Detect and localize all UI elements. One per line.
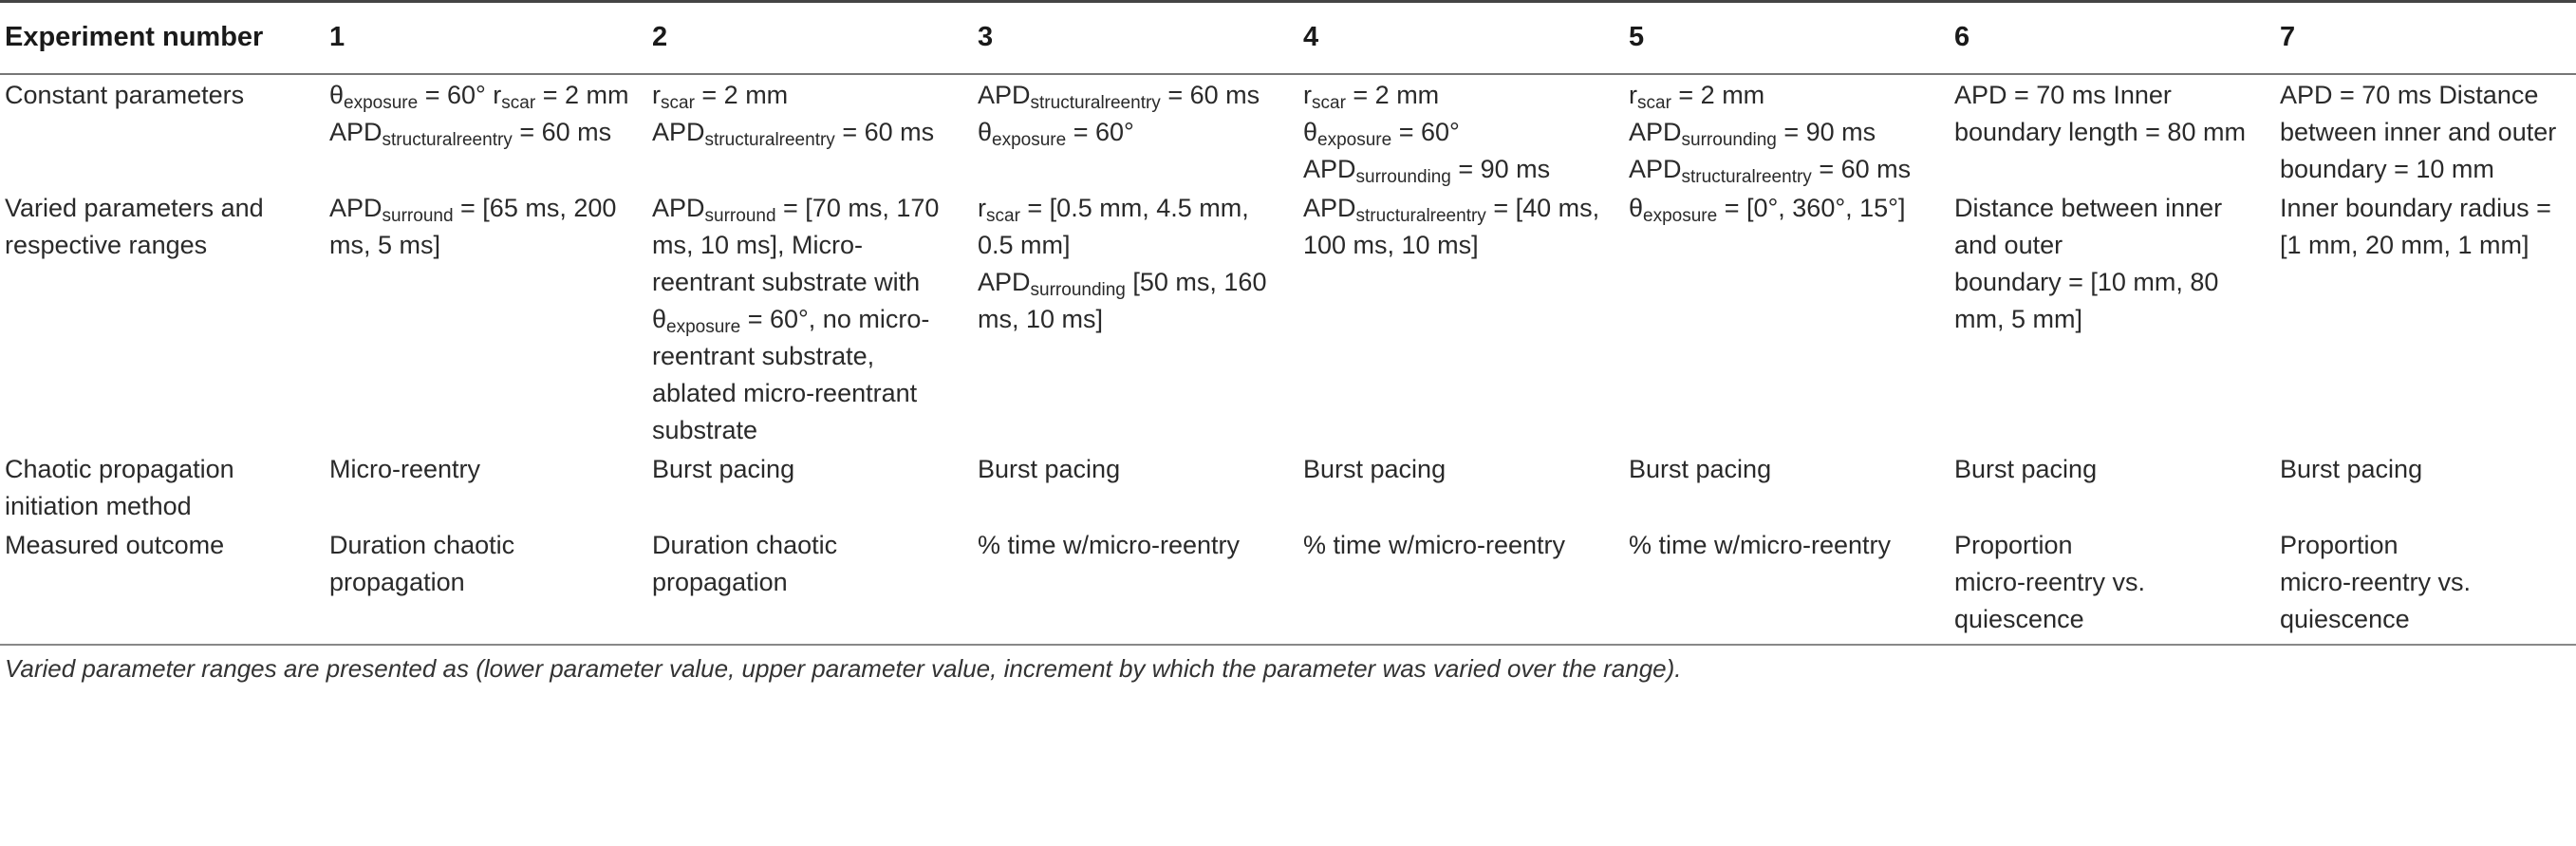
- header-cell-experiment-number: Experiment number: [0, 2, 325, 74]
- cell-exp-7: [2275, 525, 2576, 645]
- cell-line: Burst pacing: [1954, 454, 2098, 483]
- cell-exp-7: [2275, 188, 2576, 449]
- cell-exp-1: [325, 449, 647, 525]
- cell-exp-5: [1624, 188, 1950, 449]
- cell-line: Burst pacing: [978, 454, 1121, 483]
- subscript: scar: [1312, 92, 1346, 113]
- cell-exp-3: [973, 449, 1298, 525]
- subscript: structuralreentry: [1355, 205, 1486, 226]
- cell-line: Burst pacing: [1303, 454, 1447, 483]
- cell-line: Burst pacing: [2280, 454, 2423, 483]
- subscript: structuralreentry: [1681, 166, 1812, 187]
- cell-line: Proportion: [2280, 530, 2399, 559]
- header-cell-7: 7: [2275, 2, 2576, 74]
- cell-exp-7: [2275, 449, 2576, 525]
- cell-exp-2: [647, 525, 973, 645]
- header-cell-5: 5: [1624, 2, 1950, 74]
- cell-exp-7: [2275, 74, 2576, 188]
- subscript: scar: [501, 92, 536, 113]
- subscript: surround: [704, 205, 776, 226]
- cell-exp-1: [325, 188, 647, 449]
- row-label: Measured outcome: [0, 525, 325, 645]
- cell-exp-2: [647, 188, 973, 449]
- table-body: [0, 74, 2576, 645]
- header-cell-4: 4: [1298, 2, 1624, 74]
- subscript: exposure: [344, 92, 419, 113]
- header-cell-6: 6: [1950, 2, 2275, 74]
- cell-line: micro-reentry vs. quiescence: [2280, 567, 2472, 633]
- cell-line: Micro-reentry: [329, 454, 481, 483]
- cell-exp-4: [1298, 449, 1624, 525]
- cell-exp-4: [1298, 188, 1624, 449]
- cell-exp-2: [647, 74, 973, 188]
- varied-parameters-row: [0, 188, 2576, 449]
- cell-exp-3: [973, 74, 1298, 188]
- cell-exp-4: [1298, 74, 1624, 188]
- cell-exp-6: [1950, 449, 2275, 525]
- cell-line: Burst pacing: [1629, 454, 1772, 483]
- cell-exp-1: [325, 74, 647, 188]
- cell-line: $APD_{surrounding} = 90$ ms: [1303, 154, 1551, 187]
- cell-exp-5: [1624, 525, 1950, 645]
- cell-exp-6: [1950, 74, 2275, 188]
- subscript: structuralreentry: [382, 129, 513, 150]
- cell-line: Distance between inner and outer: [1954, 193, 2223, 259]
- cell-line: $\theta_{exposure} = 60^\circ$ $r_{scar} = 2$ mm: [329, 80, 629, 113]
- cell-exp-1: [325, 525, 647, 645]
- cell-line: $APD_{surrounding} = 90$ ms: [1629, 117, 1876, 150]
- subscript: scar: [1637, 92, 1671, 113]
- cell-line: % time w/micro-reentry: [1629, 530, 1892, 559]
- cell-exp-3: [973, 188, 1298, 449]
- cell-line: $APD_{structuralreentry} = 60$ ms: [329, 117, 612, 150]
- cell-exp-5: [1624, 449, 1950, 525]
- subscript: exposure: [666, 316, 741, 337]
- cell-exp-6: [1950, 188, 2275, 449]
- subscript: scar: [661, 92, 695, 113]
- header-cell-3: 3: [973, 2, 1298, 74]
- cell-line: % time w/micro-reentry: [978, 530, 1241, 559]
- cell-line: Duration chaotic propagation: [329, 530, 515, 596]
- constant-parameters-row: [0, 74, 2576, 188]
- subscript: surrounding: [1355, 166, 1451, 187]
- row-label: Chaotic propagation initiation method: [5, 454, 234, 520]
- cell-line: APD = 70 ms Inner boundary length = 80 mm: [1954, 80, 2246, 146]
- cell-line: $APD_{structuralreentry} = 60$ ms: [1629, 154, 1912, 187]
- cell-line: $APD_{surround} = [65$ ms, 200 ms, 5 ms]: [329, 193, 617, 259]
- header-cell-2: 2: [647, 2, 973, 74]
- cell-line: $APD_{surrounding}$ [50 ms, 160 ms, 10 ms]: [978, 267, 1267, 333]
- cell-line: $\theta_{exposure} = 60^\circ$: [1303, 117, 1460, 150]
- subscript: exposure: [1317, 129, 1392, 150]
- cell-line: APD = 70 ms Distance between inner and outer boundary = 10 mm: [2280, 80, 2557, 183]
- cell-line: % time w/micro-reentry: [1303, 530, 1566, 559]
- initiation-method-row: [0, 449, 2576, 525]
- subscript: surround: [382, 205, 454, 226]
- header-cell-1: 1: [325, 2, 647, 74]
- subscript: surrounding: [1681, 129, 1777, 150]
- cell-line: Inner boundary radius = [1 mm, 20 mm, 1 mm]: [2280, 193, 2551, 259]
- cell-line: $r_{scar} = 2$ mm: [1303, 80, 1440, 113]
- subscript: surrounding: [1030, 279, 1126, 300]
- subscript: exposure: [1643, 205, 1718, 226]
- table-footnote: Varied parameter ranges are presented as (lower parameter value, upper parameter value, increment by which the parameter was varied over the range).: [5, 653, 1682, 683]
- cell-exp-5: [1624, 74, 1950, 188]
- cell-line: $APD_{structuralreentry} = 60$ ms: [652, 117, 935, 150]
- cell-line: Duration chaotic propagation: [652, 530, 838, 596]
- cell-line: Proportion: [1954, 530, 2073, 559]
- header-row: [0, 2, 2576, 74]
- cell-exp-4: [1298, 525, 1624, 645]
- subscript: structuralreentry: [704, 129, 835, 150]
- subscript: scar: [986, 205, 1020, 226]
- cell-line: $APD_{structuralreentry} = [40$ ms, 100 ms, 10 ms]: [1303, 193, 1600, 259]
- cell-line: $r_{scar} = [0.5$ mm, 4.5 mm, 0.5 mm]: [978, 193, 1249, 259]
- cell-line: $APD_{surround} = [70$ ms, 170 ms, 10 ms], Micro-reentrant substrate with $\theta_{exposure} = 60^\circ$, no micro-reentrant substrate, ablated micro-reentrant substrate: [652, 193, 940, 444]
- row-label: Varied parameters and respective ranges: [5, 193, 264, 259]
- cell-line: $\theta_{exposure} = [0^\circ$, 360°, 15°]: [1629, 193, 1906, 226]
- cell-line: micro-reentry vs. quiescence: [1954, 567, 2146, 633]
- cell-line: $APD_{structuralreentry} = 60$ ms $\theta_{exposure} = 60^\circ$: [978, 80, 1260, 150]
- subscript: structuralreentry: [1030, 92, 1161, 113]
- subscript: exposure: [992, 129, 1067, 150]
- cell-exp-3: [973, 525, 1298, 645]
- measured-outcome-row: [0, 525, 2576, 645]
- cell-line: Burst pacing: [652, 454, 795, 483]
- cell-line: $r_{scar} = 2$ mm: [652, 80, 789, 113]
- cell-exp-2: [647, 449, 973, 525]
- row-label: Constant parameters: [5, 80, 245, 109]
- cell-exp-6: [1950, 525, 2275, 645]
- cell-line: boundary = [10 mm, 80 mm, 5 mm]: [1954, 267, 2219, 333]
- cell-line: $r_{scar} = 2$ mm: [1629, 80, 1765, 113]
